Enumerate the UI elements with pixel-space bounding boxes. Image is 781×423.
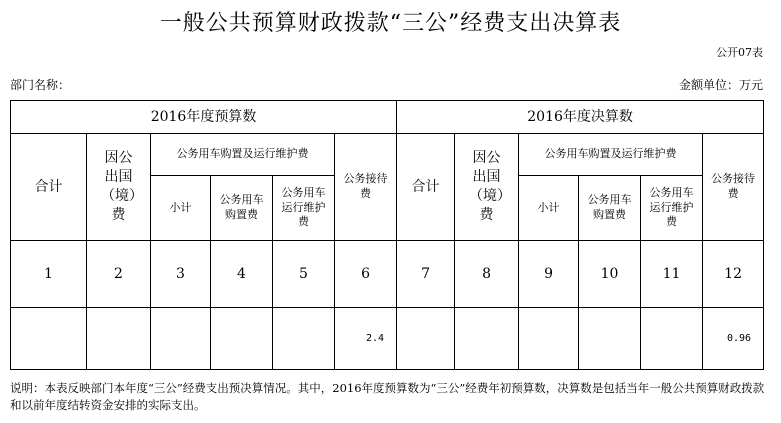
value-cell	[397, 308, 455, 370]
actual-vehicle-purchase-header: 公务用车购置费	[579, 176, 641, 241]
index-cell: 7	[397, 241, 455, 308]
index-cell: 3	[151, 241, 211, 308]
index-cell: 2	[87, 241, 151, 308]
data-row	[11, 308, 764, 370]
budget-subtotal-header: 小计	[151, 176, 211, 241]
actual-total-header: 合计	[397, 134, 455, 241]
budget-reception-header: 公务接待费	[335, 134, 397, 241]
index-cell: 8	[455, 241, 519, 308]
value-cell	[641, 308, 703, 370]
actual-subtotal-header: 小计	[519, 176, 579, 241]
value-cell	[273, 308, 335, 370]
value-cell	[579, 308, 641, 370]
budget-group-header: 2016年度预算数	[11, 101, 397, 134]
table-title: 一般公共预算财政拨款“三公”经费支出决算表	[159, 11, 622, 36]
index-cell: 5	[273, 241, 335, 308]
actual-reception-value: 0.96	[703, 308, 764, 370]
budget-vehicle-purchase-header: 公务用车购置费	[211, 176, 273, 241]
actual-vehicle-operation-header: 公务用车运行维护费	[641, 176, 703, 241]
actual-reception-header: 公务接待费	[703, 134, 764, 241]
value-cell	[211, 308, 273, 370]
form-code: 公开07表	[716, 46, 763, 59]
unit-label: 金额单位：万元	[678, 78, 763, 92]
budget-vehicle-group-header: 公务用车购置及运行维护费	[151, 134, 335, 176]
value-cell	[11, 308, 87, 370]
budget-total-header: 合计	[11, 134, 87, 241]
actual-abroad-header: 因公出国（境）费	[455, 134, 519, 241]
actual-group-header: 2016年度决算数	[397, 101, 764, 134]
budget-vehicle-operation-header: 公务用车运行维护费	[273, 176, 335, 241]
value-cell	[455, 308, 519, 370]
column-index-row	[11, 241, 764, 308]
index-cell: 1	[11, 241, 87, 308]
value-cell	[519, 308, 579, 370]
value-cell	[151, 308, 211, 370]
index-cell: 6	[335, 241, 397, 308]
index-cell: 4	[211, 241, 273, 308]
index-cell: 9	[519, 241, 579, 308]
index-cell: 11	[641, 241, 703, 308]
budget-abroad-header: 因公出国（境）费	[87, 134, 151, 241]
index-cell: 12	[703, 241, 764, 308]
footnote: 说明：本表反映部门本年度“三公”经费支出预决算情况。其中，2016年度预算数为“三公”经费年初预算数，决算数是包括当年一般公共预算财政拨款和以前年度结转资金安排的实际支出。	[10, 381, 765, 412]
department-label: 部门名称：	[10, 78, 71, 92]
budget-reception-value: 2.4	[335, 308, 397, 370]
value-cell	[87, 308, 151, 370]
index-cell: 10	[579, 241, 641, 308]
actual-vehicle-group-header: 公务用车购置及运行维护费	[519, 134, 703, 176]
expenditure-table	[10, 100, 764, 370]
